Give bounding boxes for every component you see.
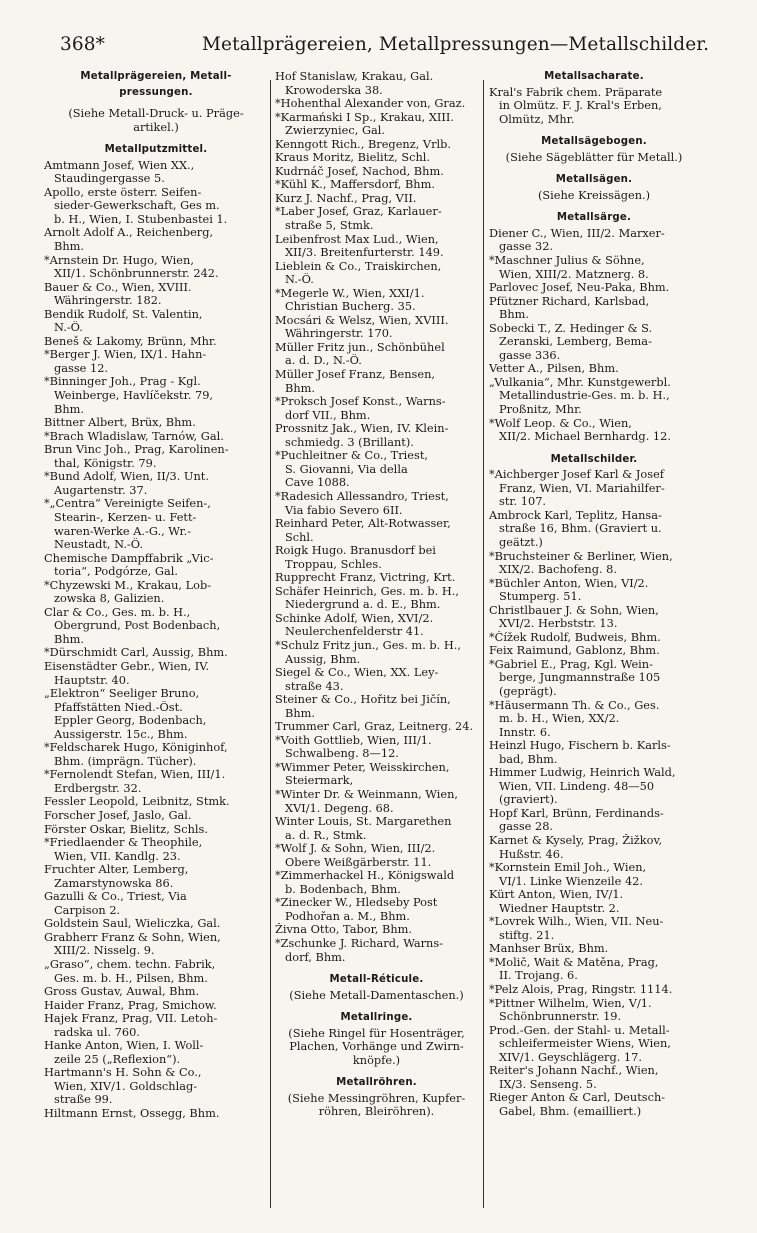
directory-line: *Puchleitner & Co., Triest, [275, 449, 428, 463]
directory-line: Bendik Rudolf, St. Valentin, [44, 307, 203, 321]
cross-reference: (Siehe Sägeblätter für Metall.) [505, 150, 683, 164]
directory-line: Vetter A., Pilsen, Bhm. [489, 362, 619, 376]
directory-line: str. 107. [499, 495, 547, 509]
directory-line: Forscher Josef, Jaslo, Gal. [44, 808, 192, 822]
directory-line: Hof Stanislaw, Krakau, Gal. [275, 70, 434, 83]
directory-line: Hajek Franz, Prag, VII. Letoh- [44, 1012, 218, 1026]
directory-line: Parlovec Josef, Neu-Paka, Bhm. [489, 281, 670, 295]
directory-line: *Bruchsteiner & Berliner, Wien, [489, 549, 673, 563]
directory-line: sieder-Gewerkschaft, Ges m. [54, 199, 220, 213]
directory-line: Obergrund, Post Bodenbach, [54, 619, 221, 633]
directory-line: Franz, Wien, VI. Mariahilfer- [499, 481, 665, 495]
directory-line: Fruchter Alter, Lemberg, [44, 863, 189, 877]
directory-line: gasse 12. [54, 361, 109, 375]
directory-line: Wiedner Hauptstr. 2. [499, 901, 620, 915]
directory-line: Bhm. [285, 706, 316, 720]
directory-line: Trummer Carl, Graz, Leitnerg. 24. [275, 720, 474, 734]
directory-line: Reinhard Peter, Alt-Rotwasser, [275, 517, 451, 531]
directory-line: XII/3. Breitenfurterstr. 149. [285, 246, 444, 260]
directory-line: Zeranski, Lemberg, Bema- [499, 335, 652, 349]
directory-line: Bhm. [54, 402, 85, 416]
directory-line: b. Bodenbach, Bhm. [285, 882, 401, 896]
directory-line: Brun Vinc Joh., Prag, Karolinen- [44, 443, 229, 457]
directory-line: Wien, XIV/1. Goldschlag- [54, 1079, 198, 1093]
directory-line: Stearin-, Kerzen- u. Fett- [54, 510, 197, 524]
cross-reference: (Siehe Metall-Damentaschen.) [289, 988, 464, 1002]
directory-line: Grabherr Franz & Sohn, Wien, [44, 930, 221, 944]
directory-line: Schinke Adolf, Wien, XVI/2. [275, 611, 434, 625]
directory-line: Stumperg. 51. [499, 590, 582, 604]
directory-line: *Brach Wladislaw, Tarnów, Gal. [44, 429, 224, 443]
directory-line: Schönbrunnerstr. 19. [499, 1010, 622, 1024]
directory-line: Kraus Moritz, Bielitz, Schl. [275, 151, 430, 165]
directory-line: *Wolf Leop. & Co., Wien, [489, 416, 632, 430]
directory-line: Bauer & Co., Wien, XVIII. [44, 280, 192, 294]
cross-reference: knöpfe.) [352, 1053, 401, 1067]
directory-line: b. H., Wien, I. Stubenbastei 1. [54, 212, 228, 226]
section-heading: Metallsägen. [555, 174, 633, 186]
directory-line: *Zinecker W., Hledseby Post [275, 896, 438, 910]
directory-line: straße 5, Stmk. [285, 219, 374, 233]
directory-line: Müller Josef Franz, Bensen, [275, 368, 435, 382]
directory-line: Kenngott Rich., Bregenz, Vrlb. [275, 137, 452, 151]
directory-line: *Berger J. Wien, IX/1. Hahn- [44, 348, 207, 362]
directory-line: Pfaffstätten Nied.-Öst. [54, 700, 183, 714]
directory-line: Gross Gustav, Auwal, Bhm. [44, 985, 200, 999]
directory-line: Leibenfrost Max Lud., Wien, [275, 232, 439, 246]
directory-line: toria“, Podgórze, Gal. [54, 565, 178, 579]
directory-line: *Chyzewski M., Krakau, Lob- [44, 578, 212, 592]
directory-line: bad, Bhm. [499, 752, 558, 766]
directory-line: Währingerstr. 170. [285, 327, 393, 341]
directory-line: Christlbauer J. & Sohn, Wien, [489, 603, 659, 617]
directory-line: XII/1. Schönbrunnerstr. 242. [54, 267, 219, 281]
directory-line: (geprägt). [499, 684, 557, 698]
directory-line: schleifermeister Wiens, Wien, [499, 1037, 671, 1051]
cross-reference: (Siehe Metall-Druck- u. Präge- [68, 107, 244, 121]
directory-line: Ambrock Karl, Teplitz, Hansa- [489, 508, 662, 522]
cross-reference: Plachen, Vorhänge und Zwirn- [289, 1040, 464, 1054]
directory-line: Kurz J. Nachf., Prag, VII. [275, 191, 417, 205]
directory-line: Schäfer Heinrich, Ges. m. b. H., [275, 584, 459, 598]
directory-line: XVI/1. Degeng. 68. [285, 801, 394, 815]
directory-line: Siegel & Co., Wien, XX. Ley- [275, 666, 439, 680]
directory-line: geätzt.) [499, 535, 543, 549]
directory-line: Metallindustrie-Ges. m. b. H., [499, 389, 670, 403]
directory-line: Heinzl Hugo, Fischern b. Karls- [489, 739, 671, 753]
directory-line: Kral's Fabrik chem. Präparate [489, 85, 663, 99]
directory-line: Bhm. [54, 632, 85, 646]
directory-line: radska ul. 760. [54, 1025, 140, 1039]
directory-line: Proßnitz, Mhr. [499, 403, 582, 417]
directory-line: Krowoderska 38. [285, 83, 383, 97]
directory-line: Troppau, Schles. [285, 557, 382, 571]
directory-line: XIX/2. Bachofeng. 8. [499, 563, 617, 577]
directory-line: Rieger Anton & Carl, Deutsch- [489, 1091, 666, 1105]
cross-reference: röhren, Bleiröhren). [318, 1105, 435, 1119]
directory-line: schmiedg. 3 (Brillant). [285, 435, 414, 449]
directory-line: *Pittner Wilhelm, Wien, V/1. [489, 996, 652, 1010]
directory-line: Wien, VII. Lindeng. 48—50 [499, 779, 655, 793]
directory-line: Manhser Brüx, Bhm. [489, 942, 609, 956]
directory-line: Bhm. [499, 308, 530, 322]
directory-line: Haider Franz, Prag, Smichow. [44, 998, 217, 1012]
directory-line: Kudrnáč Josef, Nachod, Bhm. [275, 164, 444, 178]
cross-reference: (Siehe Ringel für Hosenträger, [288, 1026, 465, 1040]
directory-line: *Zimmerhackel H., Königswald [275, 869, 455, 883]
directory-line: Rupprecht Franz, Victring, Krt. [275, 571, 456, 585]
directory-line: *Häusermann Th. & Co., Ges. [489, 698, 660, 712]
directory-line: Mocsári & Welsz, Wien, XVIII. [275, 313, 449, 327]
directory-line: (graviert). [499, 793, 558, 807]
directory-line: berge, Jungmannstraße 105 [499, 671, 661, 685]
directory-line: *Schulz Fritz jun., Ges. m. b. H., [275, 638, 461, 652]
directory-line: Olmütz, Mhr. [499, 112, 575, 126]
directory-line: Arnolt Adolf A., Reichenberg, [44, 226, 214, 240]
directory-line: *Binninger Joh., Prag - Kgl. [44, 375, 201, 389]
directory-line: Augartenstr. 37. [54, 483, 148, 497]
directory-line: N.-Ö. [54, 321, 83, 335]
section-heading: Metallröhren. [336, 1077, 417, 1089]
section-heading: Metallsacharate. [544, 71, 644, 82]
directory-line: XIII/2. Nisselg. 9. [54, 944, 155, 958]
directory-line: Himmer Ludwig, Heinrich Wald, [489, 766, 676, 780]
directory-line: *Radesich Allessandro, Triest, [275, 489, 449, 503]
directory-line: Kürt Anton, Wien, IV/1. [489, 888, 624, 902]
directory-line: *Karmański I Sp., Krakau, XIII. [275, 110, 454, 124]
directory-line: Neustadt, N.-Ö. [54, 538, 143, 552]
directory-line: waren-Werke A.-G., Wr.- [54, 524, 192, 538]
directory-line: Müller Fritz jun., Schönbühel [275, 340, 445, 354]
directory-line: XVI/2. Herbststr. 13. [499, 617, 618, 631]
directory-line: Hartmann's H. Sohn & Co., [44, 1066, 202, 1080]
section-heading: Metallsägebogen. [541, 136, 647, 148]
directory-line: gasse 32. [499, 240, 554, 254]
cross-reference: artikel.) [133, 120, 179, 134]
directory-line: Neulerchenfelderstr 41. [285, 625, 424, 639]
directory-line: straße 43. [285, 679, 344, 693]
directory-line: Hußstr. 46. [499, 847, 564, 861]
directory-line: *Kornstein Emil Joh., Wien, [489, 861, 647, 875]
directory-line: Weinberge, Havlíčekstr. 79, [54, 389, 214, 403]
section-heading: Metallsärge. [556, 212, 632, 224]
directory-line: Gazulli & Co., Triest, Via [44, 890, 187, 904]
directory-line: *„Centra“ Vereinigte Seifen-, [44, 497, 211, 511]
directory-line: Steiermark, [285, 774, 354, 788]
section-heading: Metallputzmittel. [104, 144, 208, 156]
directory-line: Clar & Co., Ges. m. b. H., [44, 605, 191, 619]
directory-line: Währingerstr. 182. [54, 294, 162, 308]
directory-line: Schwalbeng. 8—12. [285, 747, 399, 761]
directory-line: *Friedlaender & Theophile, [44, 836, 203, 850]
directory-line: Fessler Leopold, Leibnitz, Stmk. [44, 795, 230, 809]
directory-line: Christian Bucherg. 35. [285, 300, 416, 314]
directory-line: *Gabriel E., Prag, Kgl. Wein- [489, 657, 653, 671]
directory-line: Wien, XIII/2. Matznerg. 8. [499, 267, 649, 281]
directory-line: Carpison 2. [54, 903, 121, 917]
directory-line: Eisenstädter Gebr., Wien, IV. [44, 659, 210, 673]
directory-line: Schl. [285, 530, 314, 544]
directory-line: Diener C., Wien, III/2. Marxer- [489, 226, 665, 240]
directory-line: Aussig, Bhm. [285, 652, 361, 666]
column-right [489, 70, 699, 1118]
directory-line: Hiltmann Ernst, Ossegg, Bhm. [44, 1107, 220, 1121]
directory-line: *Aichberger Josef Karl & Josef [489, 468, 664, 482]
directory-line: Staudingergasse 5. [54, 172, 165, 186]
directory-line: Cave 1088. [285, 476, 350, 490]
directory-line: Lieblein & Co., Traiskirchen, [275, 259, 442, 273]
directory-line: Feix Raimund, Gablonz, Bhm. [489, 644, 660, 658]
directory-line: *Dürschmidt Carl, Aussig, Bhm. [44, 646, 228, 660]
directory-line: zeile 25 („Reflexion“). [54, 1052, 181, 1066]
directory-line: Roigk Hugo. Branusdorf bei [275, 544, 436, 558]
directory-line: *Fernolendt Stefan, Wien, III/1. [44, 768, 226, 782]
directory-line: VI/1. Linke Wienzeile 42. [499, 874, 643, 888]
directory-line: „Graso“, chem. techn. Fabrik, [44, 958, 216, 971]
section-heading: Metall-Réticule. [329, 974, 424, 986]
directory-line: Via fabio Severo 6II. [285, 503, 403, 517]
directory-line: N.-Ö. [285, 273, 314, 287]
directory-line: Hopf Karl, Brünn, Ferdinands- [489, 806, 664, 820]
directory-line: *Megerle W., Wien, XXI/1. [275, 286, 425, 300]
page-title: Metallprägereien, Metallpressungen—Metallschilder. [202, 34, 710, 55]
directory-line: *Kühl K., Maffersdorf, Bhm. [275, 178, 435, 192]
section-heading: Metallprägereien, Metall- [80, 71, 232, 82]
directory-line: Chemische Dampffabrik „Vic- [44, 551, 214, 565]
directory-line: Gabel, Bhm. (emailliert.) [499, 1104, 642, 1118]
column-middle [275, 70, 478, 1119]
directory-line: Winter Louis, St. Margarethen [275, 815, 452, 829]
directory-line: Podhořan a. M., Bhm. [285, 909, 410, 923]
column-divider-right [483, 80, 484, 1208]
directory-line: dorf VII., Bhm. [285, 408, 371, 422]
directory-line: *Winter Dr. & Weinmann, Wien, [275, 787, 458, 801]
directory-line: stiftg. 21. [499, 928, 555, 942]
cross-reference: (Siehe Kreissägen.) [537, 188, 651, 202]
directory-line: in Olmütz. F. J. Kral's Erben, [499, 99, 662, 113]
directory-line: *Maschner Julius & Söhne, [489, 254, 645, 268]
directory-line: *Pelz Alois, Prag, Ringstr. 1114. [489, 983, 673, 996]
directory-line: *Wimmer Peter, Weisskirchen, [275, 760, 450, 774]
directory-line: Förster Oskar, Bielitz, Schls. [44, 822, 208, 836]
directory-line: gasse 336. [499, 348, 561, 362]
directory-line: Sobecki T., Z. Hedinger & S. [489, 321, 653, 335]
directory-line: Erdbergstr. 32. [54, 781, 142, 795]
section-heading: pressungen. [119, 86, 193, 98]
directory-line: Pfützner Richard, Karlsbad, [489, 294, 650, 308]
directory-line: Eppler Georg, Bodenbach, [54, 714, 207, 728]
directory-line: *Čížek Rudolf, Budweis, Bhm. [489, 630, 661, 644]
directory-line: straße 16, Bhm. (Graviert u. [499, 522, 662, 536]
directory-line: Apollo, erste österr. Seifen- [44, 185, 202, 199]
directory-line: Živna Otto, Tabor, Bhm. [275, 923, 412, 937]
directory-line: straße 99. [54, 1093, 113, 1107]
directory-line: IX/3. Senseng. 5. [499, 1077, 597, 1091]
page-header [40, 28, 710, 58]
directory-line: *Proksch Josef Konst., Warns- [275, 395, 446, 409]
directory-line: „Vulkania“, Mhr. Kunstgewerbl. [489, 375, 671, 389]
directory-line: II. Trojang. 6. [499, 969, 578, 983]
directory-line: *Zschunke J. Richard, Warns- [275, 937, 444, 950]
directory-line: zowska 8, Galizien. [54, 592, 165, 606]
directory-line: Bhm. [54, 240, 85, 254]
directory-line: Innstr. 6. [499, 725, 551, 739]
directory-line: Niedergrund a. d. E., Bhm. [285, 598, 441, 612]
directory-line: dorf, Bhm. [285, 950, 346, 964]
directory-line: *Lovrek Wilh., Wien, VII. Neu- [489, 915, 664, 929]
directory-line: XIV/1. Geyschlägerg. 17. [499, 1050, 642, 1064]
page-number: 368* [60, 34, 105, 55]
directory-line: Aussigerstr. 15c., Bhm. [54, 727, 188, 741]
directory-line: m. b. H., Wien, XX/2. [499, 712, 620, 726]
directory-line: *Wolf J. & Sohn, Wien, III/2. [275, 842, 436, 856]
directory-line: *Büchler Anton, Wien, VI/2. [489, 576, 649, 590]
directory-line: Steiner & Co., Hořitz bei Jičín, [275, 693, 451, 707]
directory-line: thal, Königstr. 79. [54, 456, 157, 470]
directory-line: Amtmann Josef, Wien XX., [44, 158, 195, 172]
section-heading: Metallschilder. [550, 453, 638, 465]
directory-line: Wien, VII. Kandlg. 23. [54, 849, 181, 863]
directory-line: Bhm. (imprägn. Tücher). [54, 754, 197, 768]
directory-line: Hauptstr. 40. [54, 673, 130, 687]
directory-line: Beneš & Lakomy, Brünn, Mhr. [44, 334, 217, 348]
directory-line: gasse 28. [499, 820, 554, 834]
directory-line: Obere Weißgärberstr. 11. [285, 855, 432, 869]
directory-line: Ges. m. b. H., Pilsen, Bhm. [54, 971, 208, 985]
directory-line: Bittner Albert, Brüx, Bhm. [44, 416, 196, 430]
column-divider-left [270, 80, 271, 1208]
directory-line: a. d. R., Stmk. [285, 828, 367, 842]
directory-line: S. Giovanni, Via della [285, 462, 408, 476]
directory-line: XII/2. Michael Bernhardg. 12. [499, 430, 671, 444]
directory-line: *Laber Josef, Graz, Karlauer- [275, 205, 442, 219]
directory-line: Bhm. [285, 381, 316, 395]
cross-reference: (Siehe Messingröhren, Kupfer- [287, 1091, 466, 1105]
directory-line: Zwierzyniec, Gal. [285, 124, 386, 138]
directory-line: „Elektron“ Seeliger Bruno, [44, 687, 200, 701]
directory-line: *Voith Gottlieb, Wien, III/1. [275, 733, 432, 747]
directory-line: Prossnitz Jak., Wien, IV. Klein- [275, 422, 449, 436]
directory-line: Zamarstynowska 86. [54, 876, 174, 890]
directory-line: Karnet & Kysely, Prag, Žižkov, [489, 833, 663, 847]
directory-line: *Bund Adolf, Wien, II/3. Unt. [44, 470, 209, 484]
directory-line: *Arnstein Dr. Hugo, Wien, [44, 253, 194, 267]
directory-line: Prod.-Gen. der Stahl- u. Metall- [489, 1023, 670, 1037]
directory-line: *Hohenthal Alexander von, Graz. [275, 97, 466, 111]
directory-line: Goldstein Saul, Wieliczka, Gal. [44, 917, 221, 931]
directory-line: *Feldscharek Hugo, Königinhof, [44, 741, 228, 755]
directory-line: *Molič, Wait & Matěna, Prag, [489, 955, 659, 969]
directory-line: Reiter's Johann Nachf., Wien, [489, 1064, 659, 1078]
section-heading: Metallringe. [340, 1012, 413, 1024]
directory-line: a. d. D., N.-Ö. [285, 354, 362, 368]
column-left [44, 70, 268, 1121]
directory-line: Hanke Anton, Wien, I. Woll- [44, 1039, 204, 1053]
